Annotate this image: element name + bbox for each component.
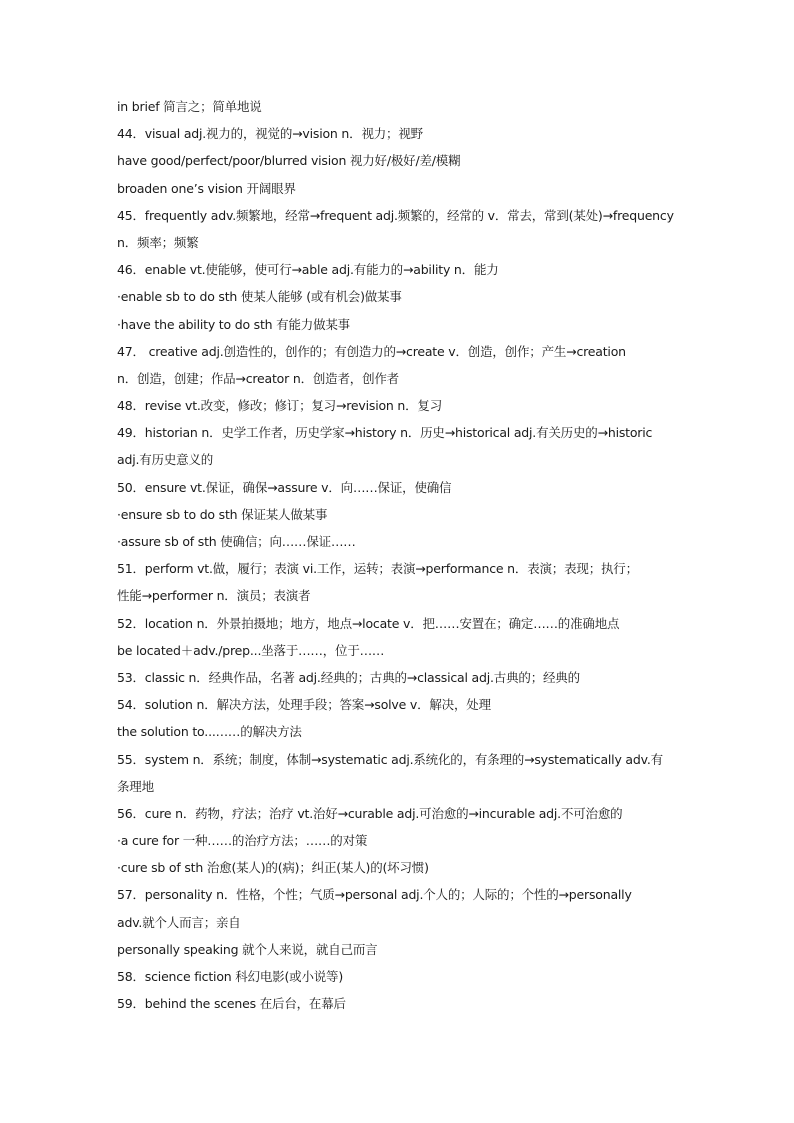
text-line: 56．cure n．药物，疗法；治疗 vt.治好→curable adj.可治愈的→incurable adj.不可治愈的 xyxy=(117,805,623,821)
text-line: have good/perfect/poor/blurred vision 视力好/极好/差/模糊 xyxy=(117,153,461,169)
text-line: 52．location n．外景拍摄地；地方，地点→locate v．把……安置在；确定……的准确地点 xyxy=(117,615,620,631)
text-line: 45．frequently adv.频繁地，经常→frequent adj.频繁的，经常的 v．常去，常到(某处)→frequency xyxy=(117,207,674,223)
text-line: adj.有历史意义的 xyxy=(117,452,214,468)
text-line: 48．revise vt.改变，修改；修订；复习→revision n．复习 xyxy=(117,398,443,414)
text-line: ·a cure for 一种……的治疗方法；……的对策 xyxy=(117,833,368,849)
text-line: broaden one’s vision 开阔眼界 xyxy=(117,180,296,196)
text-line: 条理地 xyxy=(117,778,154,794)
text-line: 59．behind the scenes 在后台，在幕后 xyxy=(117,996,346,1012)
text-line: 51．perform vt.做，履行；表演 vi.工作，运转；表演→performance n．表演；表现；执行； xyxy=(117,561,638,577)
text-line: 55．system n．系统；制度，体制→systematic adj.系统化的，有条理的→systematically adv.有 xyxy=(117,751,663,767)
text-line: the solution to...……的解决方法 xyxy=(117,724,302,740)
text-line: be located＋adv./prep...坐落于……，位于…… xyxy=(117,642,385,658)
text-line: ·ensure sb to do sth 保证某人做某事 xyxy=(117,506,328,522)
text-line: n．创造，创建；作品→creator n．创造者，创作者 xyxy=(117,370,399,386)
text-line: 46．enable vt.使能够，使可行→able adj.有能力的→ability n．能力 xyxy=(117,262,499,278)
text-line: 53．classic n．经典作品，名著 adj.经典的；古典的→classical adj.古典的；经典的 xyxy=(117,669,580,685)
text-line: 47． creative adj.创造性的，创作的；有创造力的→create v．创造，创作；产生→creation xyxy=(117,343,626,359)
text-line: 49．historian n．史学工作者，历史学家→history n．历史→historical adj.有关历史的→historic xyxy=(117,425,653,441)
text-line: ·cure sb of sth 治愈(某人)的(病)；纠正(某人)的(坏习惯) xyxy=(117,860,429,876)
text-line: 44．visual adj.视力的，视觉的→vision n．视力；视野 xyxy=(117,126,423,142)
text-line: 58．science fiction 科幻电影(或小说等) xyxy=(117,969,344,984)
text-line: ·enable sb to do sth 使某人能够 (或有机会)做某事 xyxy=(117,289,402,305)
text-line: 性能→performer n．演员；表演者 xyxy=(117,588,311,604)
text-line: personally speaking 就个人来说，就自己而言 xyxy=(117,941,378,957)
text-line: 50．ensure vt.保证，确保→assure v．向……保证，使确信 xyxy=(117,479,452,495)
text-line: 57．personality n．性格，个性；气质→personal adj.个人的；人际的；个性的→personally xyxy=(117,887,632,903)
text-line: adv.就个人而言；亲自 xyxy=(117,914,241,930)
text-line: ·have the ability to do sth 有能力做某事 xyxy=(117,316,350,332)
text-line: in brief 简言之；简单地说 xyxy=(117,99,262,114)
text-line: ·assure sb of sth 使确信；向……保证…… xyxy=(117,534,356,549)
text-line: n．频率；频繁 xyxy=(117,234,199,250)
text-line: 54．solution n．解决方法，处理手段；答案→solve v．解决，处理 xyxy=(117,697,491,713)
